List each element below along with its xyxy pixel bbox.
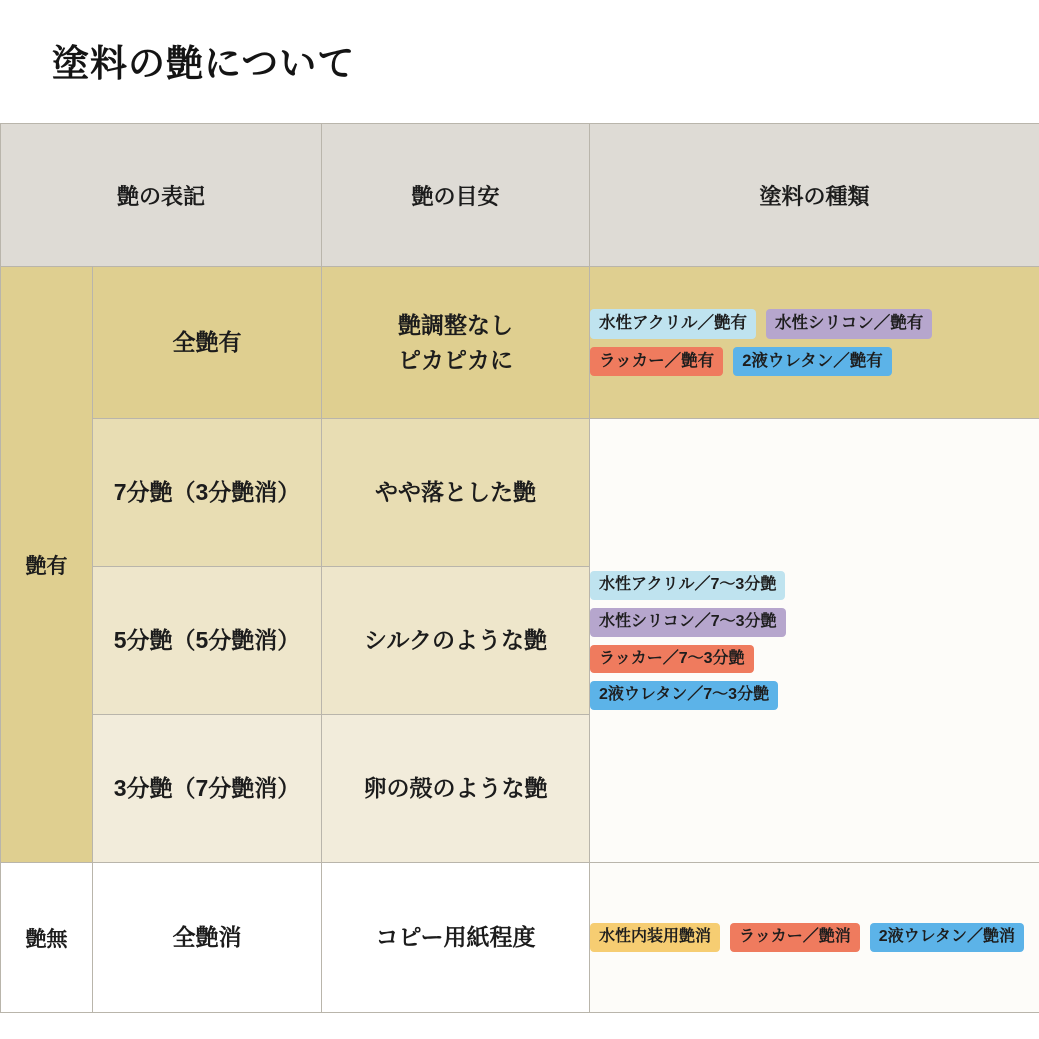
table-row bbox=[1, 863, 1039, 1013]
row-label: 3分艶（7分艶消） bbox=[93, 715, 322, 863]
chip-group bbox=[590, 309, 1039, 375]
row-kinds-mid bbox=[590, 419, 1039, 863]
header-row bbox=[1, 124, 1039, 267]
row-guide-line2: ピカピカに bbox=[398, 346, 514, 373]
page-title: 塗料の艶について bbox=[52, 43, 356, 84]
paint-chip: 2液ウレタン／艶消 bbox=[870, 923, 1024, 952]
row-guide: 卵の殻のような艶 bbox=[322, 715, 590, 863]
paint-chip: 2液ウレタン／艶有 bbox=[733, 347, 892, 376]
group-label-matte: 艶無 bbox=[1, 863, 93, 1013]
row-label: 5分艶（5分艶消） bbox=[93, 567, 322, 715]
row-guide: やや落とした艶 bbox=[322, 419, 590, 567]
header-cell-notation: 艶の表記 bbox=[1, 124, 322, 267]
row-kinds bbox=[590, 863, 1039, 1013]
paint-chip: 水性内装用艶消 bbox=[590, 923, 720, 952]
paint-chip: 水性アクリル／7〜3分艶 bbox=[590, 571, 785, 600]
paint-chip: ラッカー／7〜3分艶 bbox=[590, 645, 753, 674]
header-cell-kinds: 塗料の種類 bbox=[590, 124, 1039, 267]
row-guide bbox=[322, 267, 590, 419]
paint-chip: 2液ウレタン／7〜3分艶 bbox=[590, 681, 778, 710]
row-label: 全艶有 bbox=[93, 267, 322, 419]
paint-chip: ラッカー／艶消 bbox=[730, 923, 860, 952]
paint-chip: 水性シリコン／7〜3分艶 bbox=[590, 608, 785, 637]
paint-chip: ラッカー／艶有 bbox=[590, 347, 723, 376]
row-label: 全艶消 bbox=[93, 863, 322, 1013]
paint-chip: 水性アクリル／艶有 bbox=[590, 309, 756, 338]
header-cell-guide: 艶の目安 bbox=[322, 124, 590, 267]
table-row bbox=[1, 267, 1039, 419]
row-guide: シルクのような艶 bbox=[322, 567, 590, 715]
chip-group bbox=[590, 923, 1039, 952]
table-header bbox=[1, 124, 1039, 267]
table-row bbox=[1, 419, 1039, 567]
row-guide-line1: 艶調整なし bbox=[398, 312, 514, 339]
chip-group bbox=[590, 571, 1039, 709]
row-label: 7分艶（3分艶消） bbox=[93, 419, 322, 567]
paint-chip: 水性シリコン／艶有 bbox=[766, 309, 932, 338]
row-kinds bbox=[590, 267, 1039, 419]
table-body bbox=[1, 267, 1039, 1013]
gloss-table bbox=[0, 123, 1039, 1013]
row-guide: コピー用紙程度 bbox=[322, 863, 590, 1013]
group-label-gloss: 艶有 bbox=[1, 267, 93, 863]
